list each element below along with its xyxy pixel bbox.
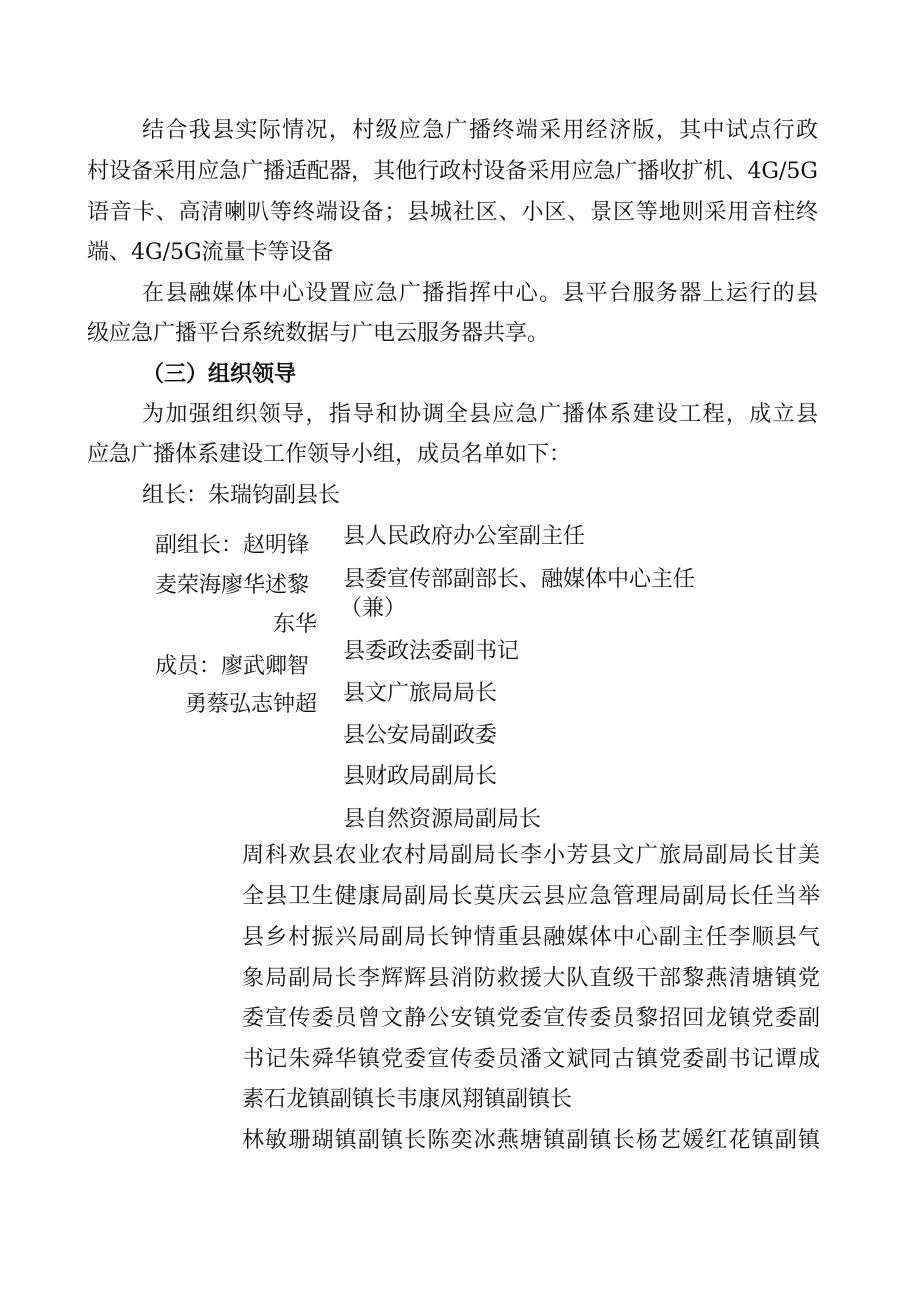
names-line: 东华 xyxy=(272,612,317,637)
names-line: 麦荣海廖华述黎 xyxy=(155,573,310,598)
paragraph-line: 为加强组织领导，指导和协调全县应急广播体系建设工程，成立县 xyxy=(142,402,818,427)
paragraph-line: 端、4G/5G流量卡等设备 xyxy=(87,240,334,265)
title-line: 县委宣传部副部长、融媒体中心主任 xyxy=(343,567,696,592)
names-line: 勇蔡弘志钟超 xyxy=(184,692,317,717)
members-line: 书记朱舜华镇党委宣传委员潘文斌同古镇党委副书记谭成 xyxy=(242,1047,820,1072)
title-line: （兼） xyxy=(340,596,407,621)
paragraph-line: 在县融媒体中心设置应急广播指挥中心。县平台服务器上运行的县 xyxy=(142,281,818,306)
title-line: 县委政法委副书记 xyxy=(343,639,520,664)
members-line: 素石龙镇副镇长韦康凤翔镇副镇长 xyxy=(242,1087,573,1112)
paragraph-line: 级应急广播平台系统数据与广电云服务器共享。 xyxy=(87,321,550,346)
paragraph-line: 应急广播体系建设工作领导小组，成员名单如下： xyxy=(87,442,572,467)
title-line: 县文广旅局局长 xyxy=(343,681,498,706)
title-line: 县财政局副局长 xyxy=(343,764,498,789)
members-line: 周科欢县农业农村局副局长李小芳县文广旅局副局长甘美 xyxy=(242,843,820,868)
members-line: 林敏珊瑚镇副镇长陈奕冰燕塘镇副镇长杨艺媛红花镇副镇 xyxy=(242,1128,820,1153)
names-line: 副组长：赵明锋 xyxy=(155,533,310,558)
paragraph-line: 结合我县实际情况，村级应急广播终端采用经济版，其中试点行政 xyxy=(142,118,818,143)
title-line: 县公安局副政委 xyxy=(343,723,498,748)
paragraph-line: 村设备采用应急广播适配器，其他行政村设备采用应急广播收扩机、4G/5G xyxy=(87,159,818,184)
members-line: 委宣传委员曾文静公安镇党委宣传委员黎招回龙镇党委副 xyxy=(242,1006,820,1031)
members-line: 县乡村振兴局副局长钟情重县融媒体中心副主任李顺县气 xyxy=(242,925,820,950)
title-line: 县自然资源局副局长 xyxy=(343,807,542,832)
members-line: 象局副局长李辉辉县消防救援大队直级干部黎燕清塘镇党 xyxy=(242,966,820,991)
section-heading: （三）组织领导 xyxy=(142,361,297,387)
title-line: 县人民政府办公室副主任 xyxy=(343,524,586,549)
paragraph-line: 语音卡、高清喇叭等终端设备；县城社区、小区、景区等地则采用音柱终 xyxy=(87,200,818,225)
names-line: 成员：廖武卿智 xyxy=(155,654,310,679)
leader-line: 组长：朱瑞钧副县长 xyxy=(142,483,341,508)
members-line: 全县卫生健康局副局长莫庆云县应急管理局副局长任当举 xyxy=(242,884,820,909)
